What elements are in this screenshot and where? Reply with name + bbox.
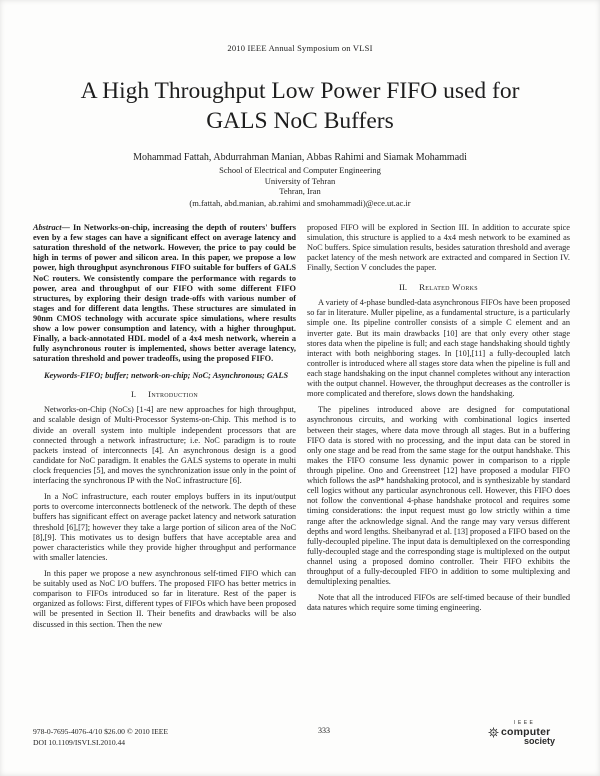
section-title: Introduction: [148, 388, 198, 399]
doi-line: DOI 10.1109/ISVLSI.2010.44: [33, 738, 126, 748]
intro-paragraph-3-continued: proposed FIFO will be explored in Section III. In addition to accurate spice simulation, this structure is applied to a 4x4 mesh network to be examined as NoC buffers. Spice simulation results, besides saturation threshold and average packet latency of the mesh network are extracted and compared in Section IV. Finally, Section V concludes the paper.: [307, 223, 570, 273]
intro-paragraph-2: In a NoC infrastructure, each router employs buffers in its input/output ports to overcome interconnects bottleneck of the network. The depth of these buffers has significant effect on average packet latency and network saturation threshold [6],[7]; however they take a large portion of silicon area of the NoC [8],[9]. This motivates us to design buffers that have acceptable area and power characteristics while they provide higher throughput and performance with smaller latencies.: [33, 492, 296, 562]
affiliation-line-3: Tehran, Iran: [279, 186, 321, 197]
section-number: I.: [131, 388, 137, 399]
related-works-paragraph-1: A variety of 4-phase bundled-data asynchronous FIFOs have been proposed so far in literature. Muller pipeline, as a fundamental structure, is a particularly simple one. Its pipeline controller consists of a simple C element and an inverter gate. But its main drawbacks [10] are that only every other stage stores data when the pipeline is full; and each stage handshaking should tightly interact with both neighboring stages. In [10],[11] a fully-decoupled latch controller is introduced where all stages store data when the pipeline is full and each stage handshaking on the input channel completes without any interaction with the output channel. However, the throughput decreases as the controller is more complicated and therefore, slows down the handshaking.: [307, 298, 570, 399]
section-number: II.: [399, 281, 408, 292]
two-column-body: [33, 223, 571, 636]
section-title: Related Works: [419, 281, 478, 292]
related-works-paragraph-2: The pipelines introduced above are designed for computational asynchronous circuits, and working with combinational logics inserted between their stages, where data move through all stages. But in a buffering FIFO data is stored with no processing, and the input data can be stored in only one stage and be read from the same stage for the output handshake. This makes the FIFO consume less dynamic power in comparison to a ripple through pipeline. Ono and Greenstreet [12] have proposed a modular FIFO which follows the asP* handshaking protocol, and is synthesizable by standard cell logics without any particular asynchronous cell. However, this FIFO does not follow the conventional 4-phase handshake protocol and requires some timing considerations: the input request must go low strictly within a time range after the acknowledge signal. And the range may vary versus different depths and word lengths. Sheibanyrad et al. [13] proposed a FIFO based on the fully-decoupled pipeline. The input data is demultiplexed on the corresponding fully-decoupled stage and the corresponding stage is multiplexed on the output channel using a proposed domino controller. Their FIFO exhibits the throughput of a fully-decoupled FIFO in addition to some multiplexing and demultiplexing penalties.: [307, 405, 570, 587]
keywords-line: Keywords-FIFO; buffer; network-on-chip; NoC; Asynchronous; GALS: [44, 370, 289, 380]
authors-line: Mohammad Fattah, Abdurrahman Manian, Abbas Rahimi and Siamak Mohammadi: [133, 152, 467, 163]
ieee-brand-text: IEEE: [513, 720, 536, 726]
paper-title: A High Throughput Low Power FIFO used for GALS NoC Buffers: [80, 78, 520, 135]
intro-paragraph-3: In this paper we propose a new asynchronous self-timed FIFO which can be suitably used as NoC I/O buffers. The proposed FIFO has better metrics in comparison to FIFOs introduced so far in literature. Rest of the paper is organized as follows: First, different types of FIFOs which have been proposed will be presented in Section II. Their benefits and drawbacks will be also discussed in this section. Then the new: [33, 569, 296, 629]
copyright-line: 978-0-7695-4076-4/10 $26.00 © 2010 IEEE: [33, 727, 169, 736]
ieee-computer-society-logo: [488, 720, 555, 746]
section-heading-introduction: [33, 389, 296, 400]
section-heading-related-works: [307, 282, 570, 293]
society-logo-computer-text: computer: [500, 726, 551, 738]
left-column: [33, 223, 296, 636]
related-works-paragraph-3: Note that all the introduced FIFOs are self-timed because of their bundled data natures which require some timing engineering.: [307, 593, 570, 613]
footer-copyright-block: [33, 726, 168, 749]
abstract-label: Abstract—: [33, 223, 70, 232]
page-number: 333: [318, 726, 330, 735]
society-logo-society-text: society: [523, 736, 555, 746]
conference-header: 2010 IEEE Annual Symposium on VLSI: [227, 43, 373, 53]
abstract-text: In Networks-on-chip, increasing the depth of routers' buffers even by a few stages can have a significant effect on average latency and saturation threshold of the network. However, the price to pay could be high in terms of power and silicon area. In this paper, we propose a low power, high throughput asynchronous FIFO suitable for buffers of GALS NoC routers. We consistently compare the performance with regards to power, area and throughput of our FIFO with some different FIFO structures, by exploring their design trade-offs with various number of stages and for different data lengths. These structures are simulated in 90nm CMOS technology with accurate spice simulations, where results show a low power consumption and latency, with a higher throughput. Finally, a back-annotated HDL model of a 4x4 mesh network, wherein a fully asynchronous router is implemented, shows better average latency, saturation threshold and power tradeoffs, using the proposed FIFO.: [33, 223, 296, 364]
intro-paragraph-1: Networks-on-Chip (NoCs) [1-4] are new approaches for high throughput, and scalable design of Multi-Processor Systems-on-Chip. This method is to divide an overall system into multiple independent processors that are connected through a network infrastructure; i.e. NoC paradigm is to route packets instead of interconnects [4]. An asynchronous design is a good candidate for NoC paradigm. It enables the GALS systems to operate in multi clock frequencies [5], and moves the synchronization issue only in the point of interfacing the synchronous IP with the NoC infrastructure [6].: [33, 405, 296, 486]
email-line: (m.fattah, abd.manian, ab.rahimi and smohammadi)@ece.ut.ac.ir: [189, 198, 411, 209]
author-block: [0, 152, 600, 208]
right-column: [307, 223, 570, 636]
affiliation-line-1: School of Electrical and Computer Engineering: [219, 165, 381, 175]
abstract-paragraph: [33, 223, 296, 365]
affiliation-line-2: University of Tehran: [264, 175, 336, 186]
gear-icon: [488, 727, 499, 738]
